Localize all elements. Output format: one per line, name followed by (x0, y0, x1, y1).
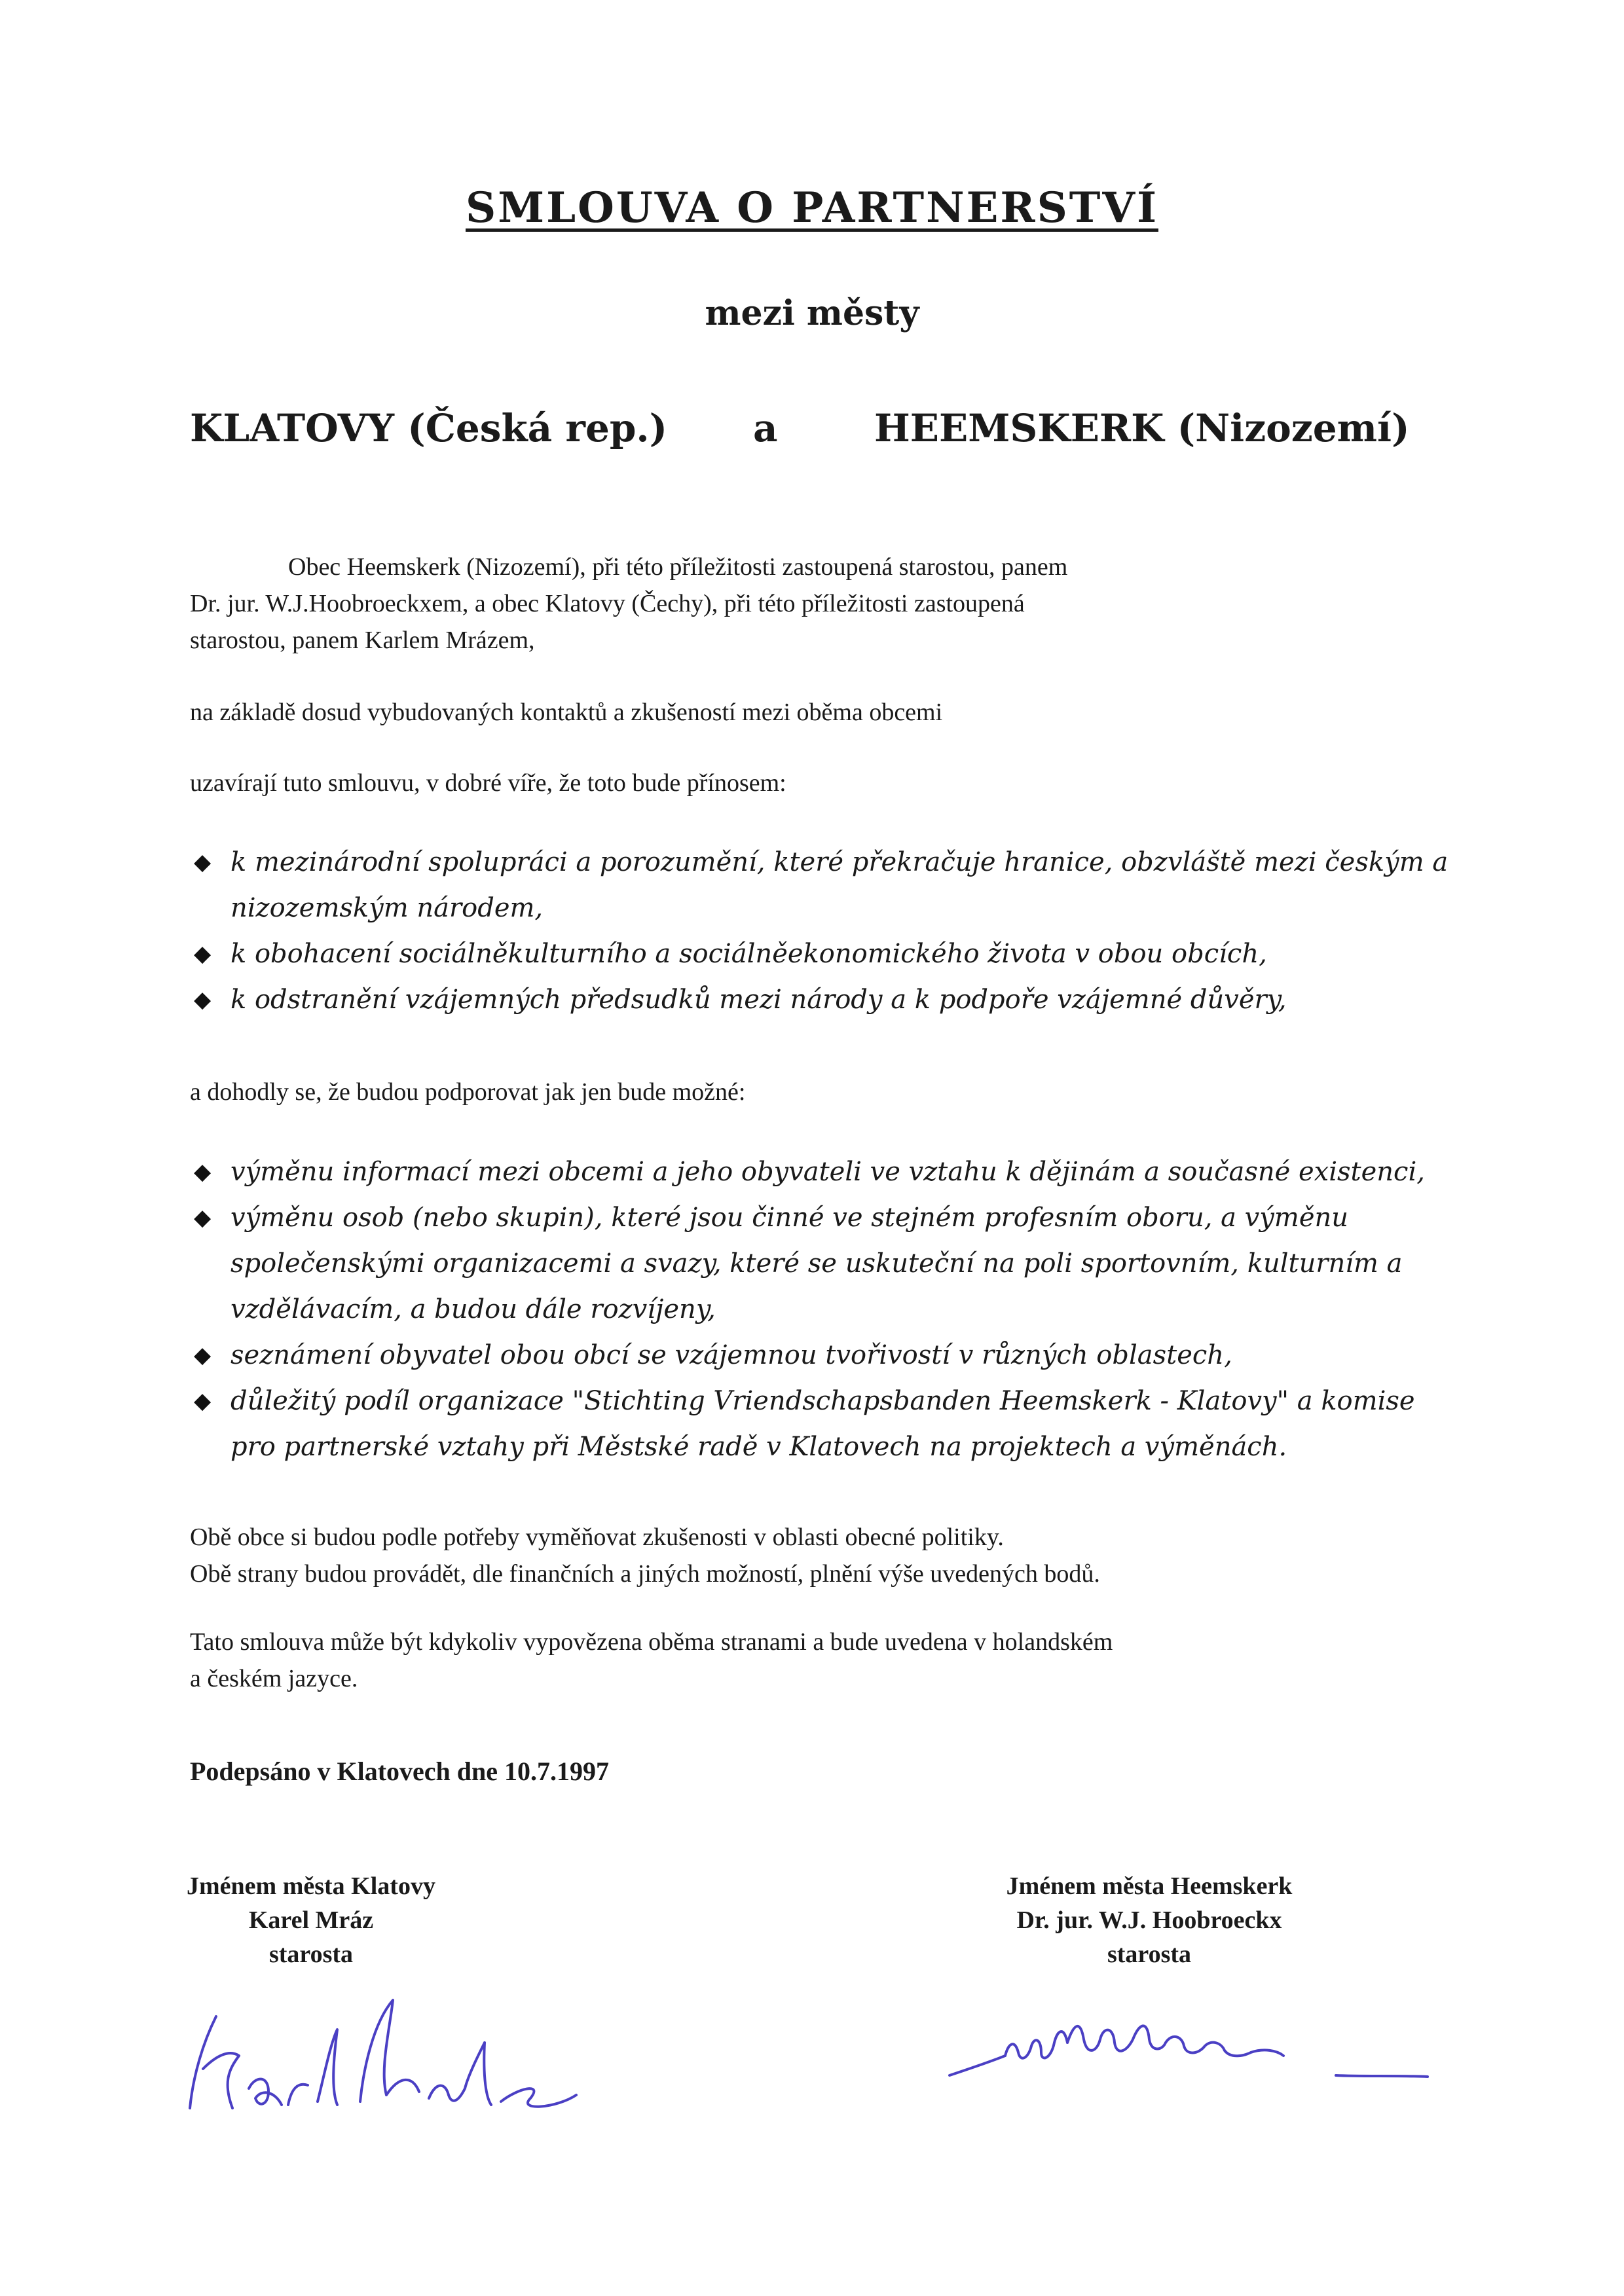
diamond-bullet-icon: ◆ (194, 1342, 212, 1368)
diamond-bullet-icon: ◆ (194, 1388, 212, 1414)
list-item: ◆ výměnu osob (nebo skupin), které jsou činné ve stejném profesním oboru, a výměnu společenskými organizacemi a svazy, které se uskuteční na poli sportovním, kulturním a vzdělávacím, a budou dále rozvíjeny, (190, 1195, 1447, 1332)
city-left: KLATOVY (Česká rep.) (190, 406, 668, 450)
document-title: SMLOUVA O PARTNERSTVÍ (466, 183, 1158, 232)
agree-paragraph (190, 1074, 1434, 1110)
intro-line: Dr. jur. W.J.Hoobroeckxem, a obec Klatovy (Čechy), při této příležitosti zastoupená (190, 590, 1025, 617)
termination-line: Tato smlouva může být kdykoliv vypovězena oběma stranami a bude uvedena v holandském (190, 1628, 1113, 1656)
diamond-bullet-icon: ◆ (194, 941, 212, 967)
list-item: ◆ k obohacení sociálněkulturního a sociálněekonomického života v obou obcích, (190, 931, 1447, 977)
conclude-paragraph (190, 765, 1434, 801)
diamond-bullet-icon: ◆ (194, 987, 212, 1013)
signing-place-date: Podepsáno v Klatovech dne 10.7.1997 (190, 1757, 610, 1786)
list-item: ◆ k mezinárodní spolupráci a porozumění, které překračuje hranice, obzvláště mezi českým a nizozemským národem, (190, 839, 1447, 931)
signatory-name: Dr. jur. W.J. Hoobroeckx (1016, 1906, 1282, 1934)
handwritten-signature-right (943, 2003, 1460, 2108)
list-item: ◆ výměnu informací mezi obcemi a jeho obyvateli ve vztahu k dějinám a současné existenci, (190, 1149, 1447, 1195)
policy-line: Obě obce si budou podle potřeby vyměňovat zkušenosti v oblasti obecné politiky. (190, 1523, 1004, 1551)
intro-line: starostou, panem Karlem Mrázem, (190, 627, 535, 654)
support-list (190, 1149, 1447, 1470)
diamond-bullet-icon: ◆ (194, 1159, 212, 1185)
termination-paragraph (190, 1624, 1434, 1697)
list-item: ◆ k odstranění vzájemných předsudků mezi národy a k podpoře vzájemné důvěry, (190, 977, 1447, 1023)
signatory-name: Karel Mráz (248, 1906, 374, 1934)
list-item: ◆ důležitý podíl organizace "Stichting Vriendschapsbanden Heemskerk - Klatovy" a komise pro partnerské vztahy při Městské radě v Klatovech na projektech a výměnách. (190, 1378, 1447, 1470)
signatory-role: starosta (1107, 1941, 1192, 1968)
policy-line: Obě strany budou provádět, dle finančních a jiných možností, plnění výše uvedených bodů. (190, 1560, 1100, 1588)
conclude-line: uzavírají tuto smlouvu, v dobré víře, že toto bude přínosem: (190, 769, 786, 797)
signatory-role: starosta (268, 1941, 354, 1968)
termination-line: a českém jazyce. (190, 1665, 358, 1692)
city-right: HEEMSKERK (Nizozemí) (874, 406, 1410, 450)
document-subtitle: mezi městy (705, 293, 919, 333)
policy-paragraph (190, 1519, 1434, 1592)
signatory-on-behalf: Jménem města Klatovy (187, 1872, 435, 1900)
basis-paragraph (190, 694, 1434, 731)
diamond-bullet-icon: ◆ (194, 849, 212, 875)
intro-line: Obec Heemskerk (Nizozemí), při této příležitosti zastoupená starostou, panem (288, 553, 1068, 581)
signatory-klatovy (174, 1869, 449, 1971)
city-conjunction: a (753, 406, 778, 450)
diamond-bullet-icon: ◆ (194, 1205, 212, 1231)
handwritten-signature-left (177, 1977, 583, 2128)
signatory-on-behalf: Jménem města Heemskerk (1006, 1872, 1293, 1900)
agree-line: a dohodly se, že budou podporovat jak jen bude možné: (190, 1078, 746, 1106)
benefits-list (190, 839, 1447, 1023)
list-item: ◆ seznámení obyvatel obou obcí se vzájemnou tvořivostí v různých oblastech, (190, 1332, 1447, 1378)
basis-line: na základě dosud vybudovaných kontaktů a zkušeností mezi oběma obcemi (190, 699, 943, 726)
intro-paragraph (190, 549, 1434, 659)
signatory-heemskerk (913, 1869, 1385, 1971)
